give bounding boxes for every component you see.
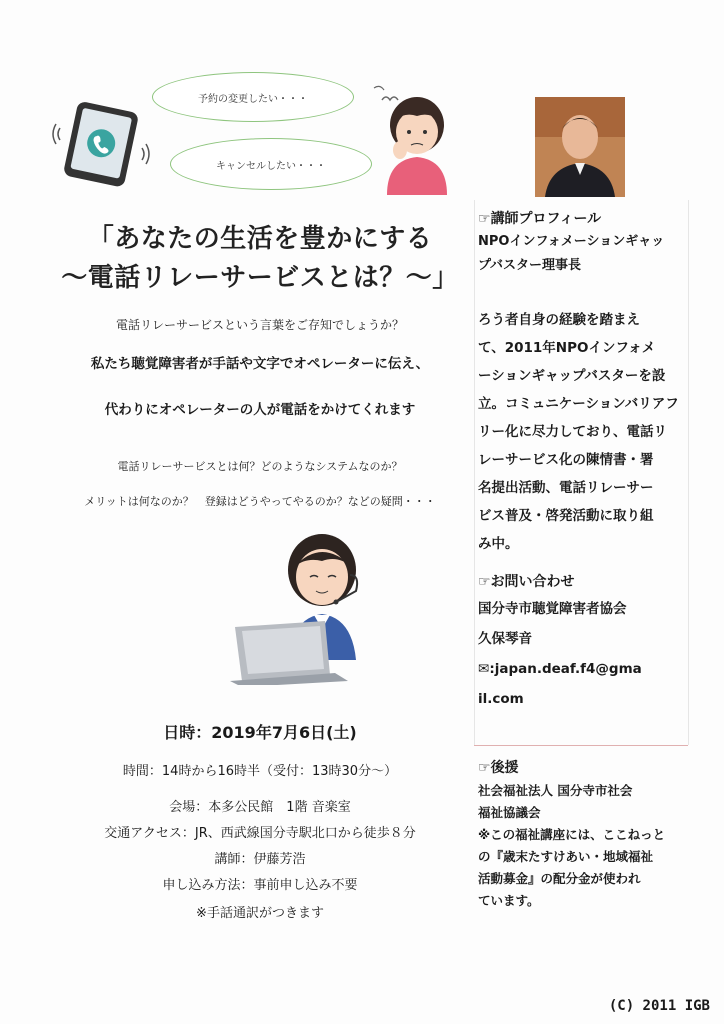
event-note: ※手話通訳がつきます (196, 906, 324, 921)
event-access: 交通アクセス：JR、西武線国分寺駅北口から徒歩８分 (104, 826, 416, 841)
intro-question-2: メリットは何なのか？ 登録はどうやってやるのか？などの疑問・・・ (84, 495, 436, 508)
profile-body-line: リー化に尽力しており、電話リ (478, 424, 667, 440)
intro-question: 電話リレーサービスという言葉をご存知でしょうか？ (115, 318, 404, 332)
intro-bold-2: 代わりにオペレーターの人が電話をかけてくれます (104, 402, 416, 418)
profile-heading: 講師プロフィール (490, 211, 602, 227)
support-line: 福祉協議会 (478, 805, 541, 820)
contact-section (478, 570, 688, 714)
bubble-text-change: 予約の変更したい・・・ (198, 93, 308, 105)
event-date: 日時：2019年7月6日(土) (163, 723, 357, 742)
title-line-1: 「あなたの生活を豊かにする (87, 224, 433, 254)
profile-body-line: ろう者自身の経験を踏まえ (478, 312, 640, 328)
event-time: 時間：14時から16時半（受付：13時30分～） (122, 764, 398, 779)
support-line: の『歳末たすけあい・地域福祉 (478, 849, 654, 864)
profile-role-2: プバスター理事長 (478, 258, 581, 273)
side-column-border-right (688, 200, 689, 745)
lecturer-photo (535, 97, 625, 197)
event-application: 申し込み方法：事前申し込み不要 (162, 878, 358, 893)
support-section (478, 756, 688, 912)
contact-org: 国分寺市聴覚障害者協会 (478, 601, 627, 617)
profile-body-line: み中。 (478, 536, 519, 552)
intro-question-1: 電話リレーサービスとは何？どのようなシステムなのか？ (117, 460, 403, 473)
support-heading: 後援 (490, 760, 519, 776)
intro-bold-1: 私たち聴覚障害者が手話や文字でオペレーターに伝え、 (90, 356, 430, 372)
support-line: 社会福祉法人 国分寺市社会 (478, 783, 633, 798)
profile-body-line: て、2011年NPOインフォメ (478, 340, 656, 356)
support-line: ています。 (478, 893, 540, 908)
support-line: 活動募金』の配分金が使われ (478, 871, 641, 886)
support-line: ※この福祉講座には、ここねっと (478, 827, 666, 842)
profile-body-line: 名提出活動、電話リレーサー (478, 480, 654, 496)
contact-email-2[interactable]: il.com (478, 691, 524, 707)
profile-body-line: ーションギャップバスターを設 (478, 368, 666, 384)
profile-section (478, 208, 688, 278)
contact-heading: お問い合わせ (490, 574, 575, 590)
bubble-text-cancel: キャンセルしたい・・・ (216, 160, 326, 172)
side-column-border (474, 200, 475, 745)
event-lecturer: 講師：伊藤芳浩 (214, 852, 306, 867)
pointing-hand-icon: ☞ (478, 574, 491, 590)
worried-woman-illustration (362, 80, 452, 195)
profile-role-1: NPOインフォメーションギャッ (478, 234, 665, 249)
thought-bubble-cancel (170, 138, 372, 190)
title-line-2: ～電話リレーサービスとは？～」 (61, 263, 459, 293)
side-divider (474, 745, 688, 746)
profile-body-line: 立。コミュニケーションバリアフ (478, 396, 679, 412)
profile-body-line: ビス普及・啓発活動に取り組 (478, 508, 654, 524)
event-venue: 会場：本多公民館 1階 音楽室 (169, 800, 351, 815)
copyright: (C) 2011 IGB (608, 998, 710, 1014)
envelope-icon: ✉ (478, 661, 490, 677)
pointing-hand-icon: ☞ (478, 760, 491, 776)
profile-body-line: レーサービス化の陳情書・署 (478, 452, 654, 468)
thought-bubble-change (152, 72, 354, 122)
pointing-hand-icon: ☞ (478, 211, 491, 227)
operator-illustration (230, 525, 390, 685)
contact-email-1[interactable]: :japan.deaf.f4@gma (489, 661, 642, 677)
contact-name: 久保琴音 (478, 631, 532, 647)
phone-illustration (50, 98, 150, 190)
profile-body (478, 306, 688, 558)
